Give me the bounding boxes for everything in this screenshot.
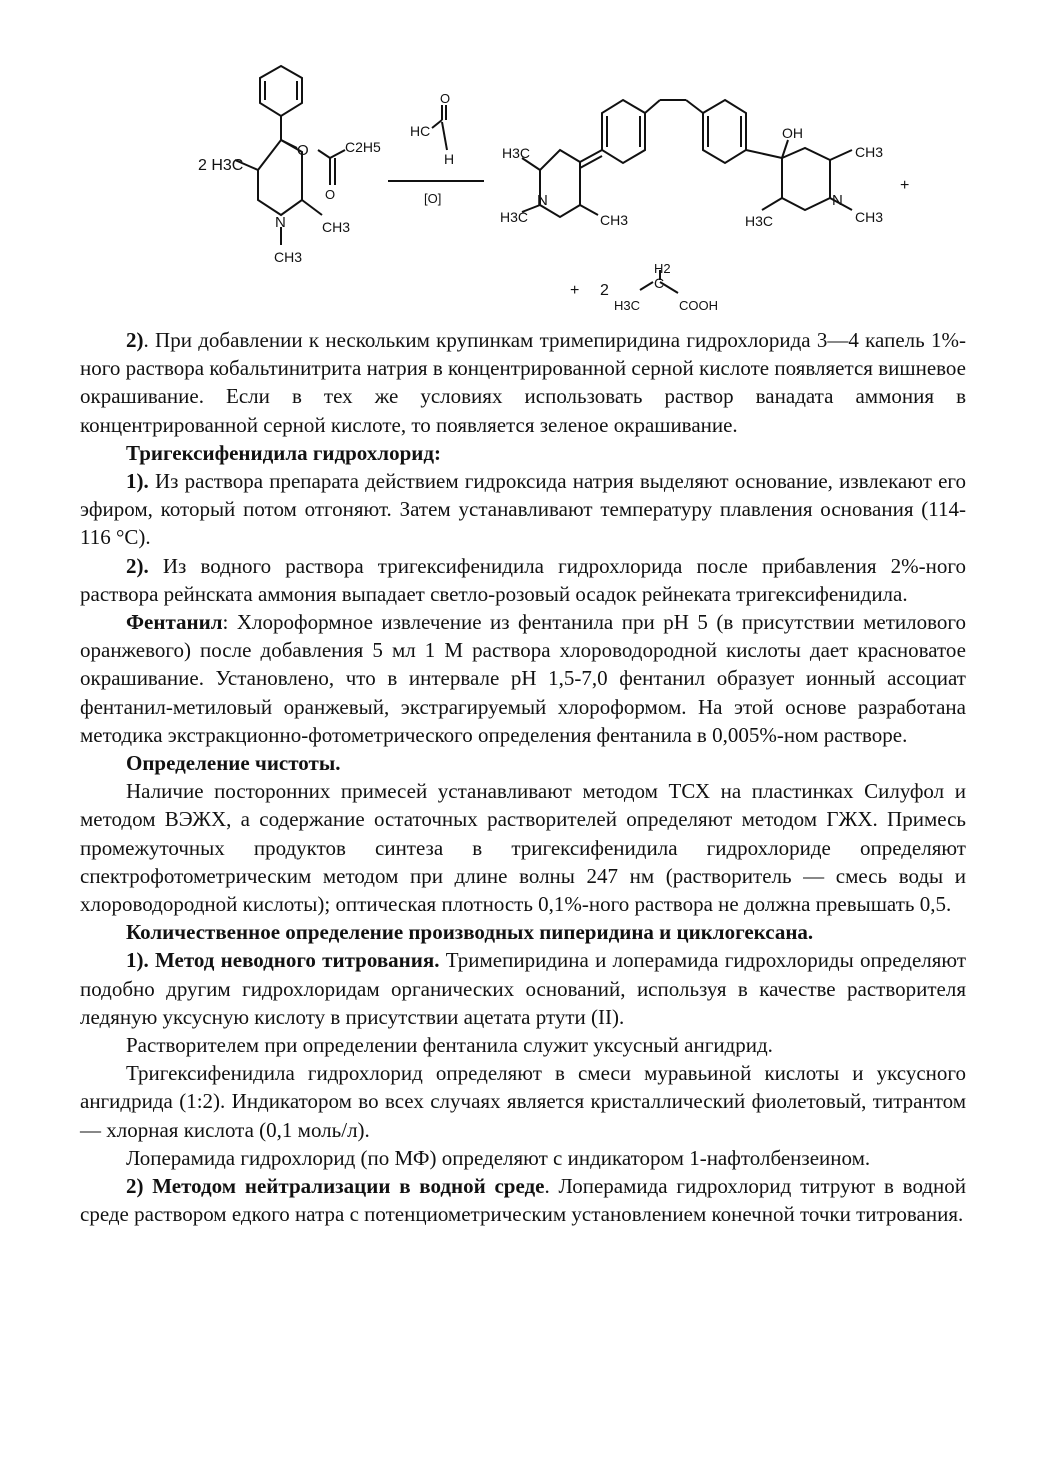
paragraph-lead: 2). xyxy=(126,553,149,578)
paragraph-text: Наличие посторонних примесей устанавливают методом ТСХ на пластинках Силуфол и методом ВЭЖХ, а содержание остаточных растворителей определяют методом ГЖХ. Примесь промежуточных продуктов синтеза в тригексифенидила гидрохлориде определяют спектрофотометрическим методом при длине волны 247 нм (растворитель — смесь воды и хлороводородной кислоты); оптическая плотность 0,1%-ного раствора не должна превышать 0,5. xyxy=(80,779,966,917)
paragraph-text: Растворителем при определении фентанила служит уксусный ангидрид. xyxy=(126,1033,773,1058)
reactant-nitrogen: N xyxy=(275,214,286,231)
paragraph-text: . Лоперамида гидрохлорид титруют в водной среде раствором едкого натра с потенциометрическим установлением конечной точки титрования. xyxy=(80,1174,966,1227)
product-right-ch3: CH3 xyxy=(855,209,884,225)
reaction-scheme xyxy=(0,0,1039,330)
product-right-nitrogen: N xyxy=(832,192,843,209)
paragraph-lead: 1). xyxy=(126,469,149,494)
reactant-piperidine-ring xyxy=(258,140,302,215)
product-ring-2 xyxy=(703,100,746,163)
paragraph-trihexyphenidyl-assay xyxy=(80,1059,966,1144)
byproduct-h2: H2 xyxy=(654,261,671,276)
paragraph-fentanyl xyxy=(80,608,966,749)
reactant-ester-oxygen: O xyxy=(297,142,309,159)
product-h3c-bottom: H3C xyxy=(745,213,774,229)
paragraph-neutralization xyxy=(80,1172,966,1228)
reactant-carbonyl-oxygen: O xyxy=(325,187,336,202)
paragraph-text: Лоперамида гидрохлорид (по МФ) определяют с индикатором 1-нафтолбензеином. xyxy=(126,1145,871,1170)
heading-purity xyxy=(80,749,966,777)
paragraph-text: Тригексифенидила гидрохлорид определяют в смеси муравьиной кислоты и уксусного ангидрида (1:2). Индикатором во всех случаях является кристаллический фиолетовый, титрантом — хлорная кислота (0,1 моль/л). xyxy=(80,1061,966,1142)
paragraph-nonaqueous-titration xyxy=(80,946,966,1031)
paragraph-trihexyphenidyl-test-1 xyxy=(80,467,966,552)
paragraph-lead: 1). Метод неводного титрования. xyxy=(126,948,440,973)
product-hydroxyl: OH xyxy=(782,125,803,141)
paragraph-lead: 2) xyxy=(126,328,144,352)
paragraph-lead: Фентанил xyxy=(126,610,223,635)
product-left-nitrogen: N xyxy=(537,192,548,209)
paragraph-text: Из водного раствора тригексифенидила гидрохлорида после прибавления 2%-ного раствора рейнската аммония выпадает светло-розовый осадок рейнеката тригексифенидила. xyxy=(80,553,966,606)
section-heading: Тригексифенидила гидрохлорид: xyxy=(126,440,441,465)
byproduct-h3c: H3C xyxy=(614,298,641,313)
product-h3c-n: H3C xyxy=(500,209,529,225)
reagent-formaldehyde-hc: HC xyxy=(410,123,431,139)
reactant-ester-group: C2H5 xyxy=(345,139,381,155)
paragraph-loperamide-indicator xyxy=(80,1144,966,1172)
byproduct-plus-sign: + xyxy=(570,282,580,299)
reactant-methyl-label: 2 H3C xyxy=(198,157,244,174)
heading-quantitative xyxy=(80,918,966,946)
reactant-n-methyl: CH3 xyxy=(274,249,303,265)
paragraph-trihexyphenidyl-test-2 xyxy=(80,552,966,608)
paragraph-fentanyl-solvent xyxy=(80,1031,966,1059)
product-h3c-top: H3C xyxy=(502,145,531,161)
paragraph-text: . При добавлении к нескольким крупинкам тримепиридина гидрохлорида 3—4 капель 1%-ного раствора кобальтинитрита натрия в концентрированной серной кислоте появляется вишневое окрашивание. Если в тех же условиях использовать раствор ванадата аммония в концентрированной серной кислоте, то появляется зеленое окрашивание. xyxy=(80,328,966,437)
paragraph-text: : Хлороформное извлечение из фентанила при рН 5 (в присутствии метилового оранжевого) после добавления 5 мл 1 М раствора хлороводородной кислоты дает красноватое окрашивание. Установлено, что в интервале рН 1,5-7,0 фентанил образует ионный ассоциат фентанил-метиловый оранжевый, экстрагируемый хлороформом. На этой основе разработана методика экстракционно-фотометрического определения фентанила в 0,005%-ном растворе. xyxy=(80,610,966,747)
paragraph-lead: 2) Методом нейтрализации в водной среде xyxy=(126,1174,545,1199)
paragraph-purity xyxy=(80,777,966,918)
paragraph-text: Из раствора препарата действием гидроксида натрия выделяют основание, извлекают его эфиром, который потом отгоняют. Затем устанавливают температуру плавления основания (114-116 °С). xyxy=(80,469,966,550)
paragraph-trimeperidine-test-2 xyxy=(80,326,966,439)
product-plus-sign: + xyxy=(900,177,910,194)
document-body xyxy=(80,326,966,1229)
reagent-formaldehyde-h: H xyxy=(444,151,455,167)
reagent-condition: [O] xyxy=(424,191,442,206)
byproduct-carbon: C xyxy=(654,275,665,291)
product-left-ch3: CH3 xyxy=(600,212,629,228)
heading-trihexyphenidyl xyxy=(80,439,966,467)
product-right-piperidine-ring xyxy=(782,148,830,210)
product-right-ch3-top: CH3 xyxy=(855,144,884,160)
reagent-formaldehyde-oxygen: O xyxy=(440,91,451,106)
paragraph-text: Тримепиридина и лоперамида гидрохлориды определяют подобно другим гидрохлоридам органических оснований, используя в качестве растворителя ледяную уксусную кислоту в присутствии ацетата ртути (II). xyxy=(80,948,966,1029)
section-heading: Определение чистоты. xyxy=(126,751,341,776)
product-ring-1 xyxy=(602,100,645,163)
byproduct-coefficient: 2 xyxy=(600,282,609,299)
reactant-ring-methyl: CH3 xyxy=(322,219,351,235)
byproduct-cooh: COOH xyxy=(679,298,718,313)
reactant-phenyl-ring xyxy=(260,66,302,116)
section-heading: Количественное определение производных пиперидина и циклогексана. xyxy=(126,920,814,945)
